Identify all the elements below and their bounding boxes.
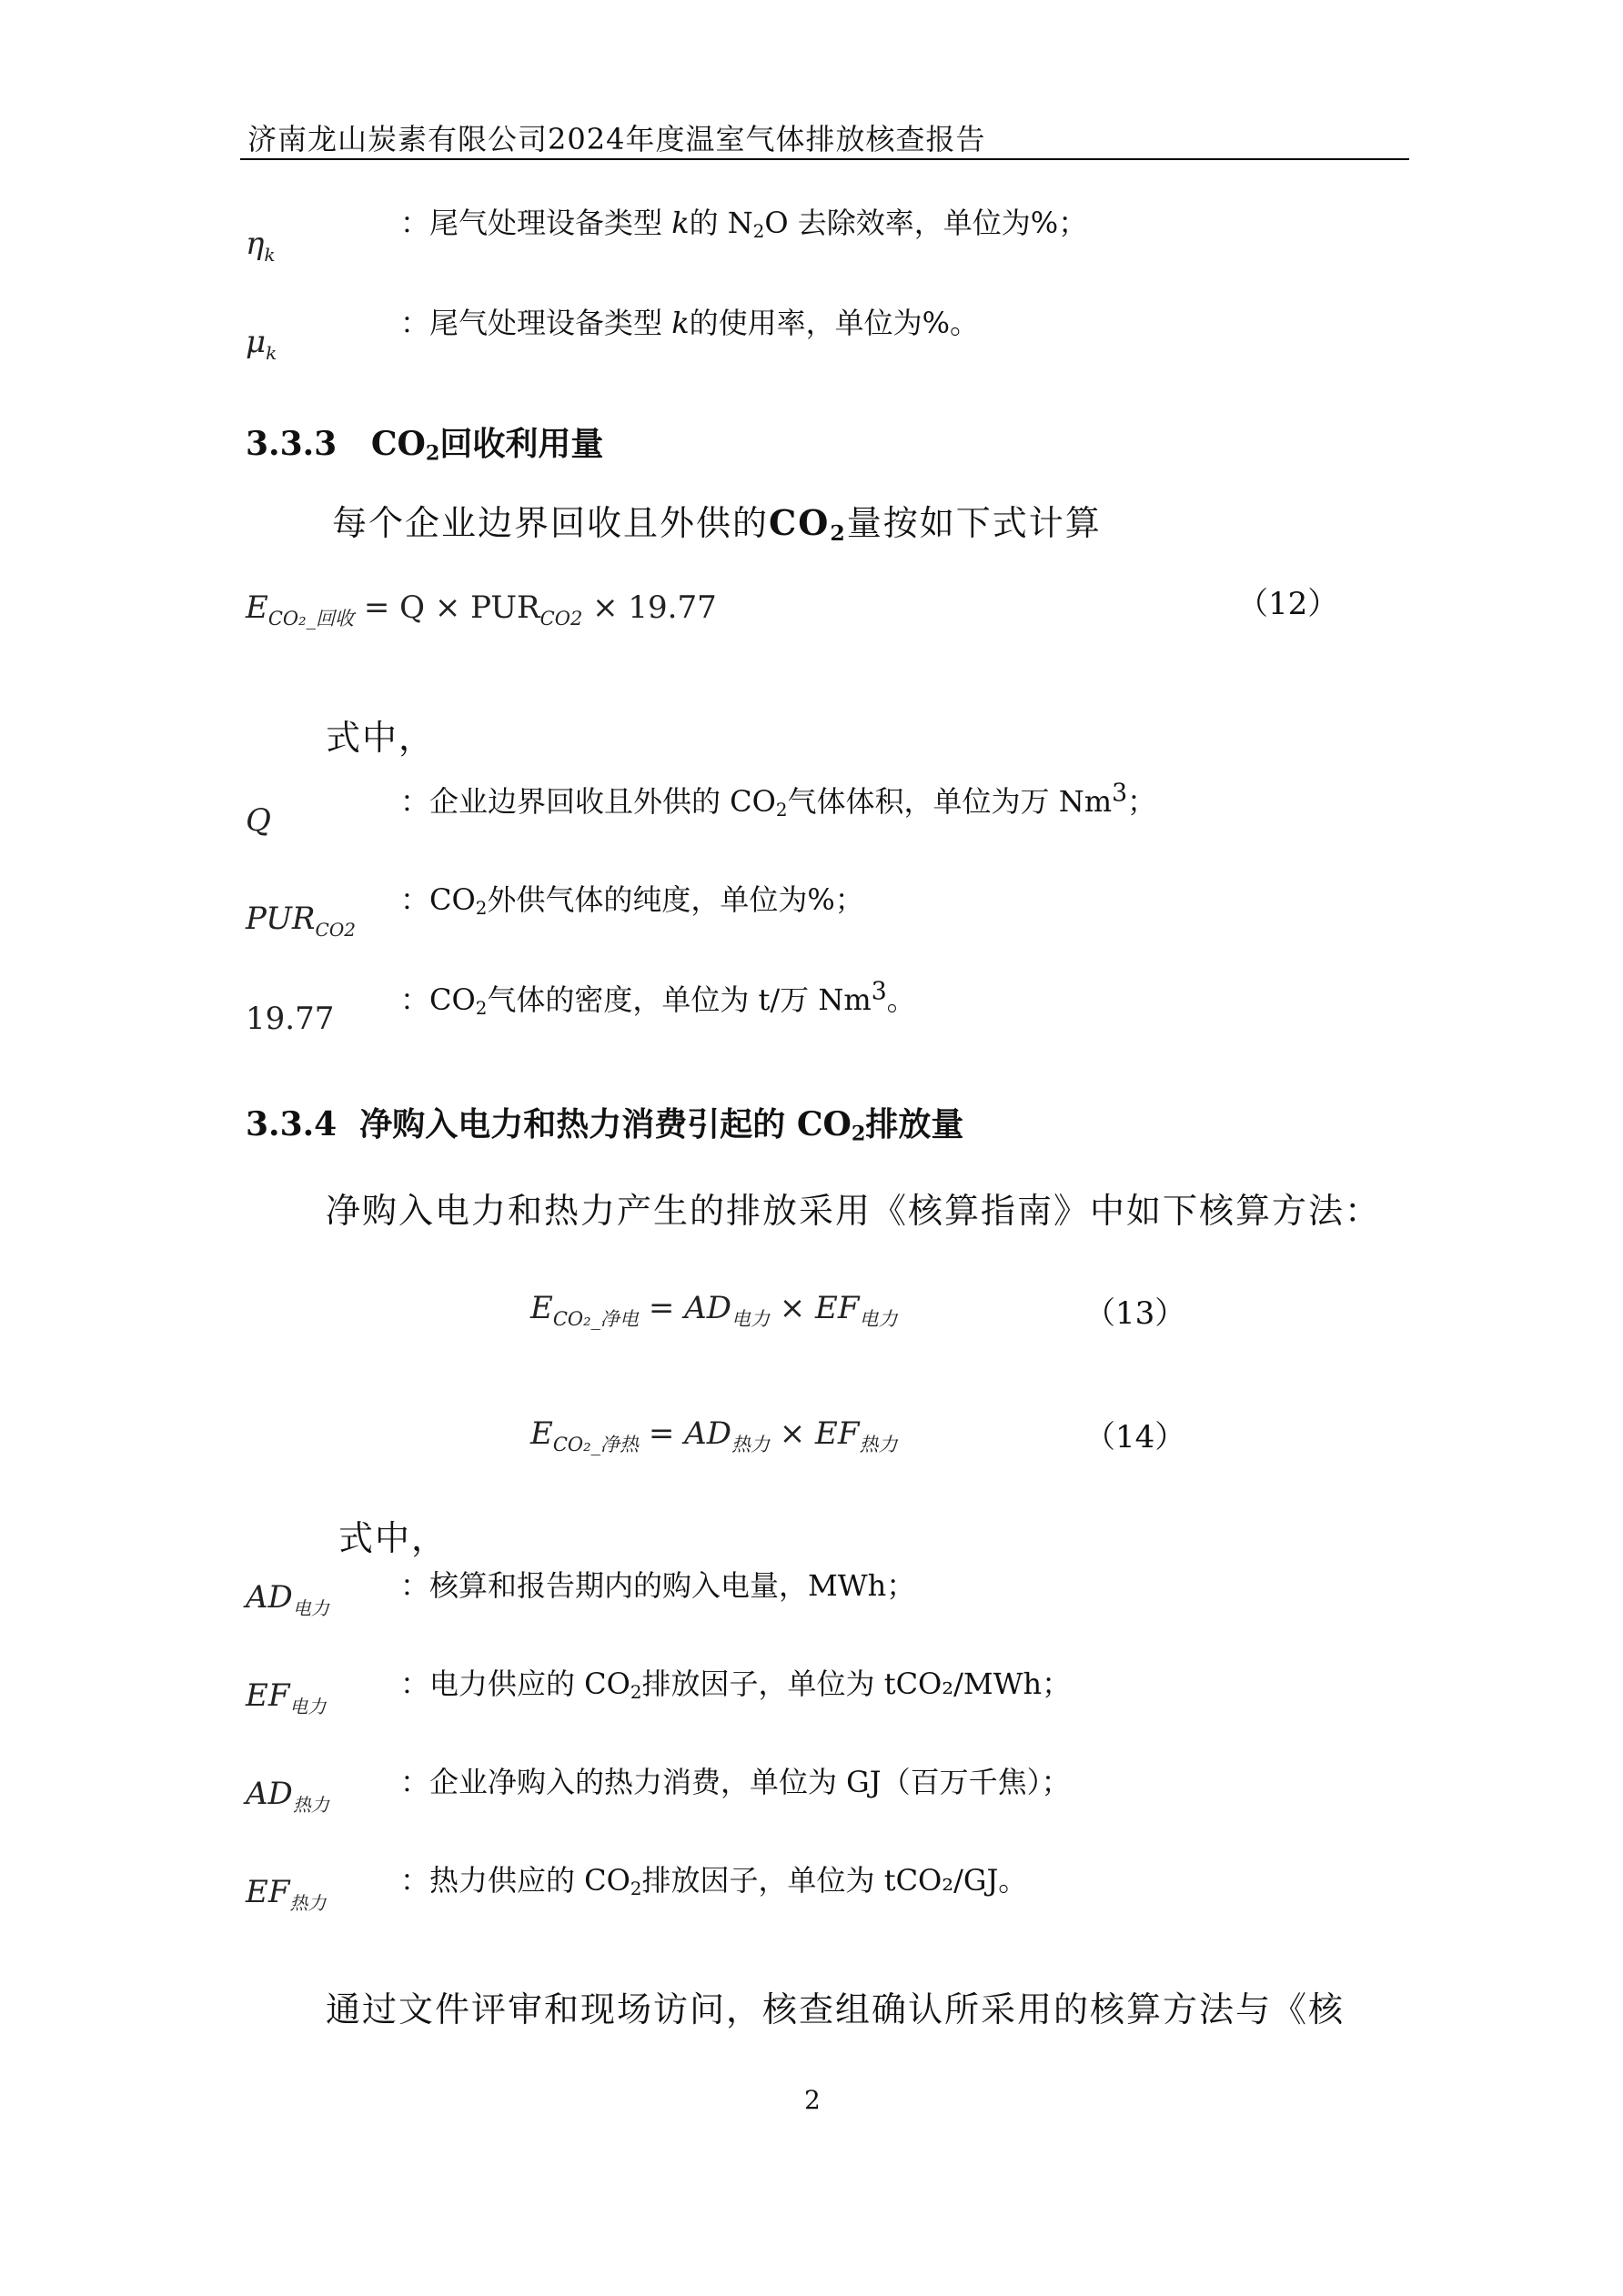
- section-3-3-4-intro: 净购入电力和热力产生的排放采用《核算指南》中如下核算方法：: [326, 1191, 1382, 1231]
- page-header: 济南龙山炭素有限公司2024年度温室气体排放核查报告: [247, 122, 986, 156]
- ad-electricity-definition: ：核算和报告期内的购入电量，MWh；: [400, 1568, 916, 1603]
- q-symbol: Q: [246, 802, 271, 839]
- equation-number-14: （14）: [1084, 1419, 1186, 1455]
- equation-number-12: （12）: [1237, 586, 1339, 622]
- ef-electricity-definition: ：电力供应的 CO2排放因子，单位为 tCO₂/MWh；: [400, 1667, 1072, 1703]
- ad-heat-symbol: $AD_{热力}$: [246, 1776, 329, 1816]
- ad-heat-definition: ：企业净购入的热力消费，单位为 GJ（百万千焦）；: [400, 1765, 1071, 1799]
- formula-14: $E_{CO_2\_净热} = AD_{热力} \times EF_{热力}$: [530, 1415, 898, 1455]
- section-heading-3-3-3: 3.3.3 CO2回收利用量: [246, 425, 604, 466]
- density-definition: ：CO2气体的密度，单位为 t/万 Nm$^3$。: [400, 977, 916, 1019]
- pur-definition: ：CO2外供气体的纯度，单位为%；: [400, 882, 864, 919]
- q-definition: ：企业边界回收且外供的 CO2气体体积，单位为万 Nm$^3$；: [400, 779, 1157, 821]
- density-constant: 19.77: [246, 1001, 335, 1037]
- ad-electricity-symbol: $AD_{电力}$: [246, 1579, 329, 1619]
- eta-k-definition: ：尾气处理设备类型 k的 N2O 去除效率，单位为%；: [400, 206, 1088, 242]
- ef-heat-definition: ：热力供应的 CO2排放因子，单位为 tCO₂/GJ。: [400, 1863, 1028, 1899]
- formula-12: $E_{CO_2\_回收} = Q \times PUR_{CO2} \times 19.77$: [246, 589, 717, 629]
- where-label-2: 式中，: [338, 1518, 449, 1558]
- section-heading-3-3-4: 3.3.4 净购入电力和热力消费引起的 CO2排放量: [246, 1105, 964, 1146]
- eta-k-symbol: $\eta_k$: [246, 226, 276, 266]
- page-number: 2: [804, 2085, 821, 2115]
- ef-electricity-symbol: $EF_{电力}$: [246, 1677, 327, 1717]
- mu-k-definition: ：尾气处理设备类型 k的使用率，单位为%。: [400, 306, 979, 340]
- section-3-3-3-intro: 每个企业边界回收且外供的CO2量按如下式计算: [332, 502, 1102, 546]
- where-label: 式中，: [326, 718, 436, 758]
- formula-13: $E_{CO_2\_净电} = AD_{电力} \times EF_{电力}$: [530, 1290, 898, 1330]
- ef-heat-symbol: $EF_{热力}$: [246, 1874, 327, 1914]
- header-rule: [240, 158, 1409, 160]
- equation-number-13: （13）: [1084, 1295, 1186, 1332]
- closing-paragraph: 通过文件评审和现场访问，核查组确认所采用的核算方法与《核: [326, 1989, 1346, 2029]
- pur-symbol: $PUR_{CO2}$: [246, 901, 356, 941]
- mu-k-symbol: $\mu_k$: [246, 324, 277, 364]
